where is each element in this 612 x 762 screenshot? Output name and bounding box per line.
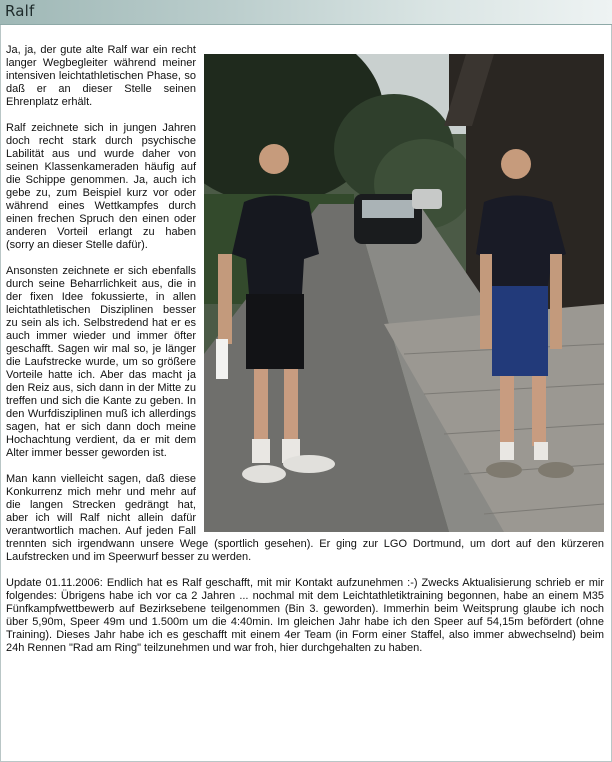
page-title: Ralf xyxy=(5,2,35,20)
paragraph-perseverance: Ansonsten zeichnete er sich ebenfalls durch seine Beharrlichkeit aus, die in der fixen Idee fokussierte, in allen leichtathletischen Disziplinen besser zu sein als ich. Selbstredend hat er es auch immer wieder und immer öfter geschafft. Sagen wir mal so, je länger die Laufstrecke wurde, um so größere Vorteile hatte ich. Aber das macht ja den Reiz aus, sich dann in der Mitte zu treffen und sich die Kante zu geben. In den Wurfdisziplinen muß ich allerdings sagen, hat er sich dann doch meine Hochachtung verdient, da er mit dem Alter immer besser geworden ist. xyxy=(6,265,196,459)
photo-two-runners-icon xyxy=(204,54,604,532)
page-header xyxy=(0,0,612,25)
paragraph-update: Update 01.11.2006: Endlich hat es Ralf geschafft, mit mir Kontakt aufzunehmen :-) Zwecks Aktualisierung schrieb er mir folgendes: Übrigens habe ich vor ca 2 Jahren ... nochmal mit dem Leichtathletiktraining begonnen, habe an einem M35 Fünfkampfwettbewerb auf Bezirksebene teilgenommen (Bin 3. geworden). Immerhin beim Weitsprung glaube ich noch über 5,90m, Speer 49m und 1.500m um die 4:40min. Im gleichen Jahr habe ich den Speer auf 54,15m befördert (ohne Training). Dieses Jahr habe ich es geschafft mit einem 4er Team (in Form einer Staffel, also immer abwechselnd) beim 24h Rennen "Rad am Ring" teilzunehmen und war froh, hier durchgehalten zu haben. xyxy=(6,577,604,654)
paragraph-lability: Ralf zeichnete sich in jungen Jahren doch recht stark durch psychische Labilität aus und wurde daher von seinen Klassenkameraden häufig auf die Schippe genommen. Ja, auch ich gebe zu, zum Beispiel kurz vor oder während eines Wettkampfes durch einen frechen Spruch den einen oder anderen Vorteil erlangt zu haben (sorry an dieser Stelle dafür). xyxy=(6,122,196,251)
paragraph-competition: Man kann vielleicht sagen, daß diese Konkurrenz mich mehr und mehr auf die langen Strecken gedrängt hat, aber ich will Ralf nicht allein dafür verantwortlich machen. Auf jeden Fall trennten sich irgendwann unsere Wege (sportlich gesehen). Er ging zur LGO Dortmund, um dort auf den kürzeren Laufstrecken und im Speerwurf besser zu werden. xyxy=(6,473,604,563)
article-body xyxy=(6,44,604,668)
paragraph-intro: Ja, ja, der gute alte Ralf war ein recht langer Wegbegleiter während meiner intensiven leichtathletischen Phase, so daß er an dieser Stelle seinen Ehrenplatz erhält. xyxy=(6,44,196,108)
